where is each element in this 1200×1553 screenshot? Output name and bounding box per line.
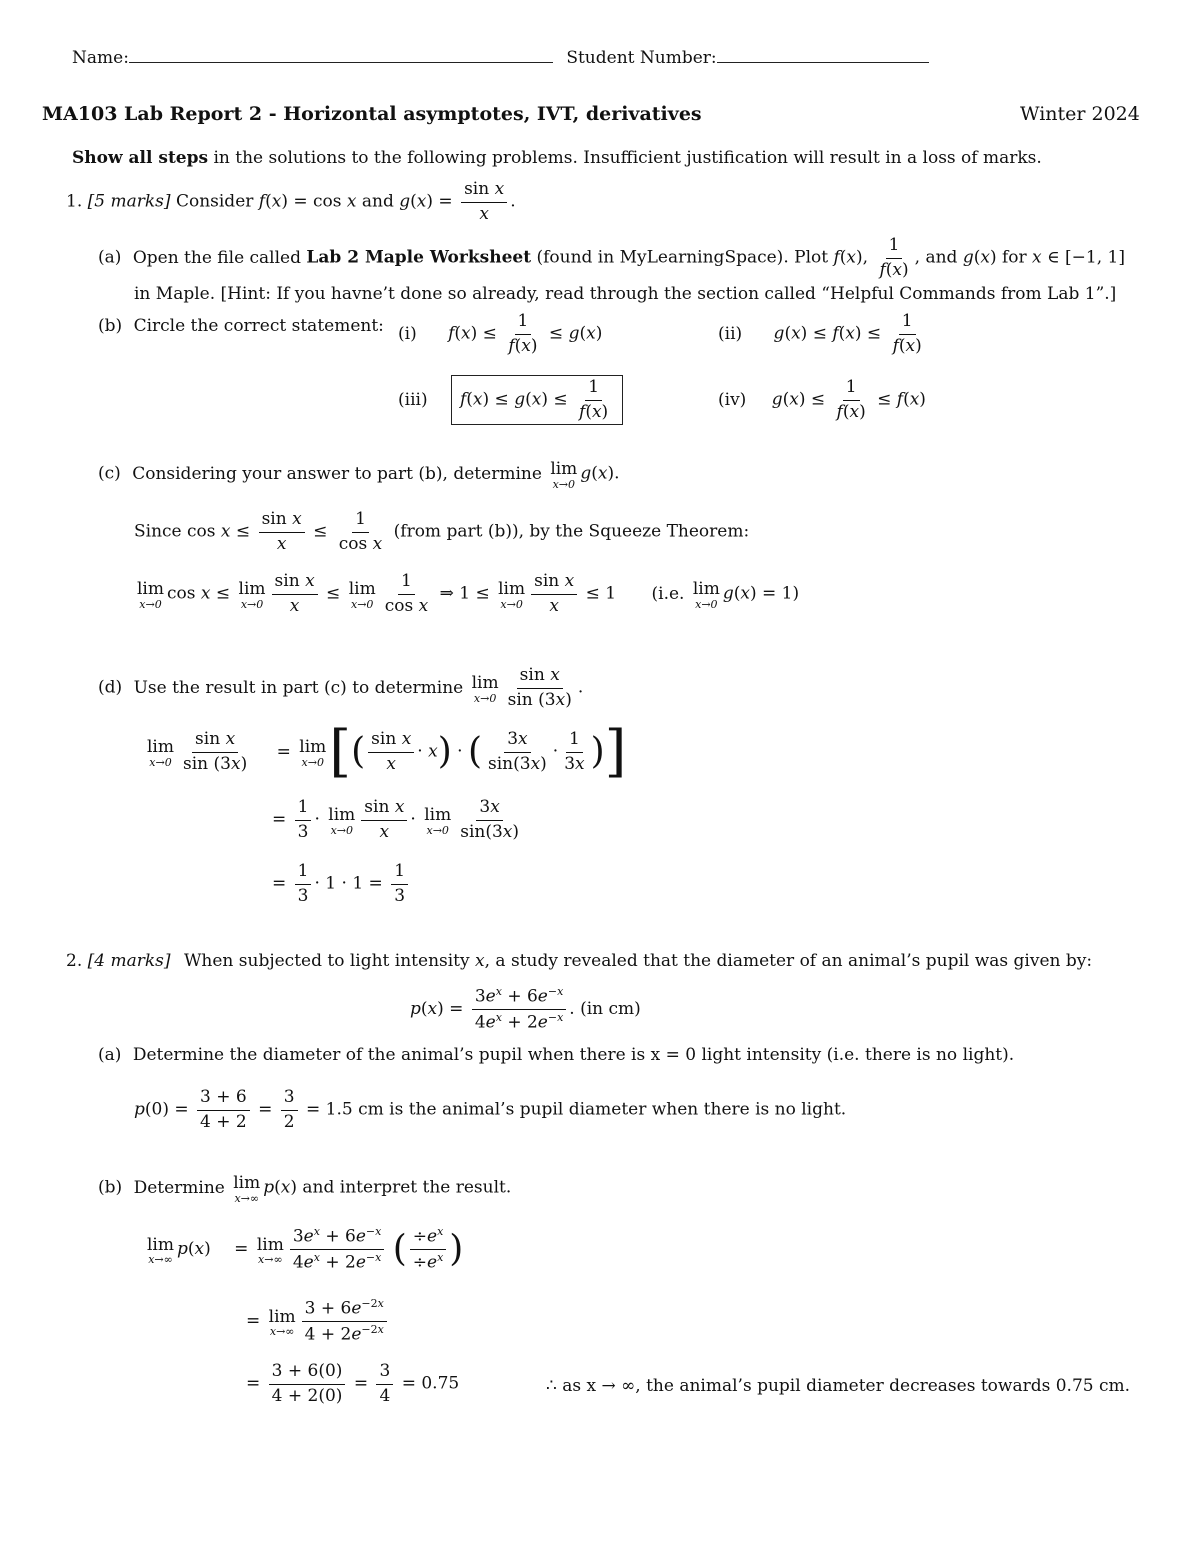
student-number-blank [717,44,929,63]
q2b-step3: = $\frac{3 + 6(0)}{4 + 2(0)}$ = $\frac{3}{4}$ = 0.75 [246,1361,460,1406]
selected-answer-box: f(x) ≤ g(x) ≤ $\frac{1}{f(x)}$ [451,375,623,425]
q1d-line: (d) Use the result in part (c) to determine lim x→0 $\frac{\text{sin x}}{\sin (3x)}$ . [98,665,584,710]
q1-stem: 1. [5 marks] Consider f(x) = cos x and g(x) = $\frac{\text{sin x}}{x}$ . [66,179,516,224]
q2a-line: (a) Determine the diameter of the animal’s pupil when there is x = 0 light intensity (i.e. there is no light). [98,1045,1015,1065]
q1c-since: Since cos x ≤ $\frac{\text{sin x}}{x}$ ≤ $\frac{1}{\text{cos x}}$ (from part (b)), by the Squeeze Theorem: [134,509,750,554]
name-blank [129,44,553,63]
q2b-line: (b) Determine lim x→∞ p(x) and interpret the result. [98,1173,512,1205]
q2b-step2: = lim x→∞ $\frac{3 + 6e^{-2x}}{4 + 2e^{-2x}}$ [246,1298,390,1345]
q1d-step3: = $\frac{1}{3}$ · 1 · 1 = $\frac{1}{3}$ [272,862,411,906]
term-label: Winter 2024 [1020,103,1140,125]
q1a-line1: (a) Open the file called Lab 2 Maple Worksheet (found in MyLearningSpace). Plot f(x), $\frac{1}{f(x)}$ , and g(x) for x ∈ [−1, 1] [98,235,1125,280]
option-iv: (iv) g(x) ≤ $\frac{1}{f(x)}$ ≤ f(x) [718,377,926,422]
g-def-fraction: $\frac{\text{sin x}}{x}$ [461,180,507,224]
student-number-label: Student Number: [566,48,717,68]
option-iii: (iii) f(x) ≤ g(x) ≤ $\frac{1}{f(x)}$ [398,375,623,425]
q1b-line: (b) Circle the correct statement: [98,316,384,336]
q1a-line2: in Maple. [Hint: If you havne’t done so already, read through the section called “Helpful Commands from Lab 1”.] [134,284,1117,304]
q2-stem: 2. [4 marks] When subjected to light intensity x, a study revealed that the diameter of an animal’s pupil was given by: [66,951,1093,971]
name-label: Name: [72,48,129,68]
option-ii: (ii) g(x) ≤ f(x) ≤ $\frac{1}{f(x)}$ [718,311,922,356]
q1c-line: (c) Considering your answer to part (b), determine lim x→0 g(x). [98,459,620,491]
q2a-answer: p(0) = $\frac{3 + 6}{4 + 2}$ = $\frac{3}{2}$ = 1.5 cm is the animal’s pupil diameter when there is no light. [134,1087,847,1132]
q2b-step1: lim x→∞ p(x) = lim x→∞ $\frac{3e^x + 6e^{-x}}{4e^x + 2e^{-x}}$ ( $\frac{\div e^x}{\div e^x}$ ) [147,1225,464,1273]
q1c-squeeze: lim x→0 cos x ≤ lim x→0 $\frac{\text{sin x}}{x}$ ≤ lim x→0 $\frac{1}{\text{cos x}}$ ⇒ 1 ≤ lim x→0 $\frac{\text{sin x}}{x}$ ≤ 1 (i.e. lim x→0 g(x) = 1) [137,571,800,616]
q1d-step1: lim x→0 $\frac{\text{sin x}}{\sin (3x)}$ = lim x→0 [( $\frac{\text{sin x}}{x}$ · x) · ( $\frac{3x}{\sin(3x)}$ · $\frac{1}{3x}$ )] [147,719,627,784]
q2b-conclusion: ∴ as x → ∞, the animal’s pupil diameter decreases towards 0.75 cm. [546,1376,1131,1396]
page-title: MA103 Lab Report 2 - Horizontal asymptotes, IVT, derivatives [42,103,702,125]
option-i: (i) f(x) ≤ $\frac{1}{f(x)}$ ≤ g(x) [398,311,603,356]
instructions: Show all steps in the solutions to the following problems. Insufficient justification will result in a loss of marks. [72,148,1042,168]
name-field [72,44,929,68]
q1d-step2: = $\frac{1}{3}$ · lim x→0 $\frac{\text{sin x}}{x}$ · lim x→0 $\frac{3x}{\sin(3x)}$ [272,797,520,842]
q2-formula: p(x) = $\frac{3e^x + 6e^{-x}}{4e^x + 2e^{-x}}$ . (in cm) [410,985,641,1033]
